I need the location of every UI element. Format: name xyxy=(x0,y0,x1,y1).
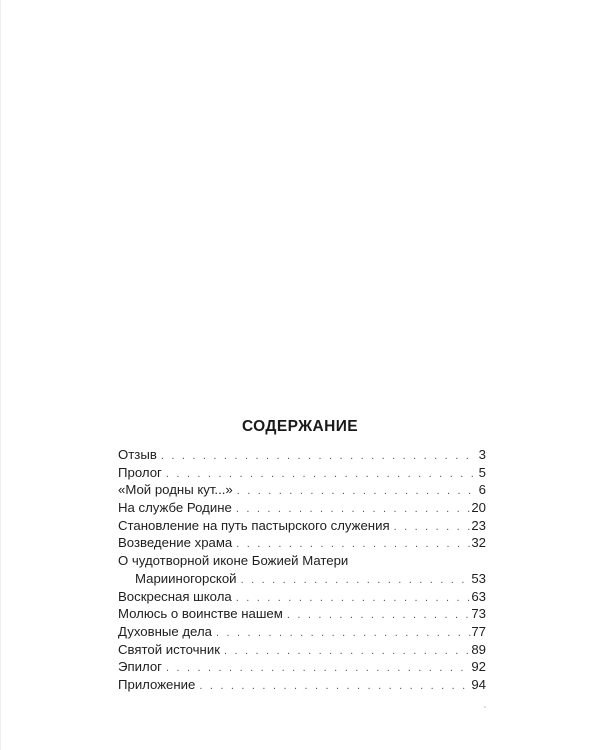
toc-entry-temple-construction[interactable] xyxy=(118,534,486,552)
toc-leader-dots xyxy=(390,519,472,537)
toc-entry-title: Приложение xyxy=(118,676,196,692)
toc-entry-title: Молюсь о воинстве нашем xyxy=(118,606,283,622)
toc-entry-title: Воскресная школа xyxy=(118,588,232,604)
toc-entry-title: Становление на путь пастырского служения xyxy=(118,517,390,533)
toc-leader-dots xyxy=(283,607,472,625)
toc-leader-dots xyxy=(157,448,474,466)
toc-entry-native-corner[interactable] xyxy=(118,481,486,499)
toc-leader-dots xyxy=(212,625,471,643)
toc-leader-dots xyxy=(237,572,472,590)
toc-entry-prayer-for-army[interactable] xyxy=(118,605,486,623)
toc-page-number: 92 xyxy=(471,659,486,675)
toc-page-number: 6 xyxy=(478,482,486,498)
toc-title: СОДЕРЖАНИЕ xyxy=(241,418,359,435)
toc-page-number: 23 xyxy=(471,517,486,533)
toc-entry-appendix[interactable] xyxy=(118,676,486,694)
toc-page-number: 20 xyxy=(471,500,486,516)
toc-page-number: 73 xyxy=(471,606,486,622)
toc-leader-dots xyxy=(162,660,471,678)
toc-entry-title: Пролог xyxy=(118,464,162,480)
toc-entry-title: Святой источник xyxy=(118,641,220,657)
scan-speck xyxy=(484,706,486,708)
toc-entry-pastoral-path[interactable] xyxy=(118,517,486,535)
toc-entry-miraculous-icon-continued[interactable] xyxy=(118,570,486,588)
toc-page-number: 94 xyxy=(471,676,486,692)
toc-entry-miraculous-icon[interactable] xyxy=(118,552,486,570)
toc-entry-sunday-school[interactable] xyxy=(118,588,486,606)
toc-leader-dots xyxy=(220,643,471,661)
toc-page-number: 53 xyxy=(471,570,486,586)
toc-entry-title: Возведение храма xyxy=(118,535,233,551)
toc-entry-service-to-motherland[interactable] xyxy=(118,499,486,517)
toc-entry-holy-spring[interactable] xyxy=(118,641,486,659)
toc-entry-title: Духовные дела xyxy=(118,623,212,639)
toc-entry-epilogue[interactable] xyxy=(118,658,486,676)
toc-page-number: 63 xyxy=(471,588,486,604)
toc-page-number: 77 xyxy=(471,623,486,639)
toc-page-number: 5 xyxy=(478,464,486,480)
toc-entry-title: Отзыв xyxy=(118,447,157,462)
toc-entry-spiritual-deeds[interactable] xyxy=(118,623,486,641)
toc-page-number: 32 xyxy=(471,535,486,551)
toc-leader-dots xyxy=(233,483,474,501)
toc-page-number: 89 xyxy=(471,641,486,657)
toc-entry-title: Эпилог xyxy=(118,659,162,675)
toc-entry-title: На службе Родине xyxy=(118,500,232,516)
toc-entry-title: «Мой родны кут...» xyxy=(118,482,233,498)
table-of-contents xyxy=(118,446,486,694)
toc-page-number: 3 xyxy=(478,447,486,462)
toc-entry-review[interactable] xyxy=(118,446,486,464)
toc-leader-dots xyxy=(195,678,471,696)
toc-entry-prologue[interactable] xyxy=(118,464,486,482)
toc-entry-title-continued: Марииногорской xyxy=(135,570,237,586)
toc-entry-title: О чудотворной иконе Божией Матери xyxy=(118,553,349,569)
